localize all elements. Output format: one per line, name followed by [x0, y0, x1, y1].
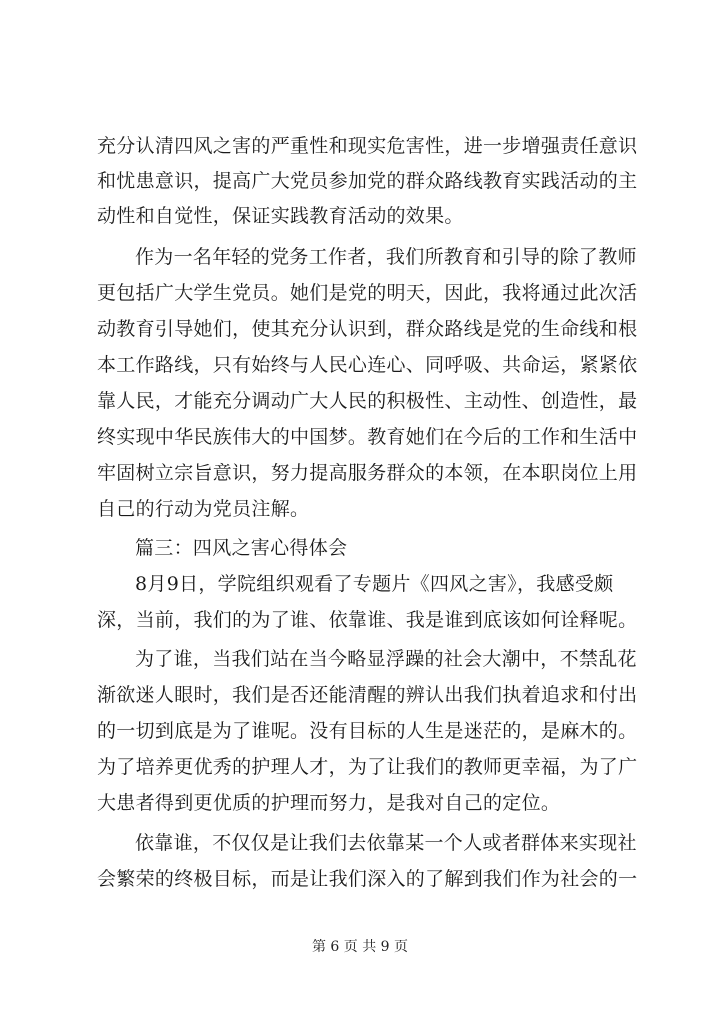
text-line: 渐欲迷人眼时，我们是否还能清醒的辨认出我们执着追求和付出	[97, 684, 637, 706]
text-line: 靠人民，才能充分调动广大人民的积极性、主动性、创造性，最	[97, 390, 637, 412]
section-heading: 篇三：四风之害心得体会	[135, 537, 348, 559]
text-line: 深，当前，我们的为了谁、依靠谁、我是谁到底该如何诠释呢。	[97, 609, 637, 631]
text-line: 和忧患意识，提高广大党员参加党的群众路线教育实践活动的主	[97, 170, 637, 192]
page-number: 第 6 页 共 9 页	[311, 939, 409, 955]
text-line: 会繁荣的终极目标，而是让我们深入的了解到我们作为社会的一	[97, 868, 637, 890]
text-line: 本工作路线，只有始终与人民心连心、同呼吸、共命运，紧紧依	[97, 354, 637, 376]
text-line: 作为一名年轻的党务工作者，我们所教育和引导的除了教师	[135, 246, 637, 268]
text-line: 动教育引导她们，使其充分认识到，群众路线是党的生命线和根	[97, 318, 637, 340]
text-line: 充分认清四风之害的严重性和现实危害性，进一步增强责任意识	[97, 135, 637, 157]
text-line: 自己的行动为党员注解。	[97, 498, 310, 520]
text-line: 动性和自觉性，保证实践教育活动的效果。	[97, 205, 464, 227]
text-line: 为了谁，当我们站在当今略显浮躁的社会大潮中，不禁乱花	[135, 648, 637, 670]
text-line: 更包括广大学生党员。她们是党的明天，因此，我将通过此次活	[97, 282, 637, 304]
text-line: 8月9日，学院组织观看了专题片《四风之害》，我感受颇	[135, 573, 614, 595]
text-line: 牢固树立宗旨意识，努力提高服务群众的本领，在本职岗位上用	[97, 462, 637, 484]
text-line: 终实现中华民族伟大的中国梦。教育她们在今后的工作和生活中	[97, 426, 637, 448]
text-line: 大患者得到更优质的护理而努力，是我对自己的定位。	[97, 792, 561, 814]
text-line: 的一切到底是为了谁呢。没有目标的人生是迷茫的，是麻木的。	[97, 720, 637, 742]
text-line: 依靠谁，不仅仅是让我们去依靠某一个人或者群体来实现社	[135, 832, 637, 854]
text-line: 为了培养更优秀的护理人才，为了让我们的教师更幸福，为了广	[97, 756, 637, 778]
